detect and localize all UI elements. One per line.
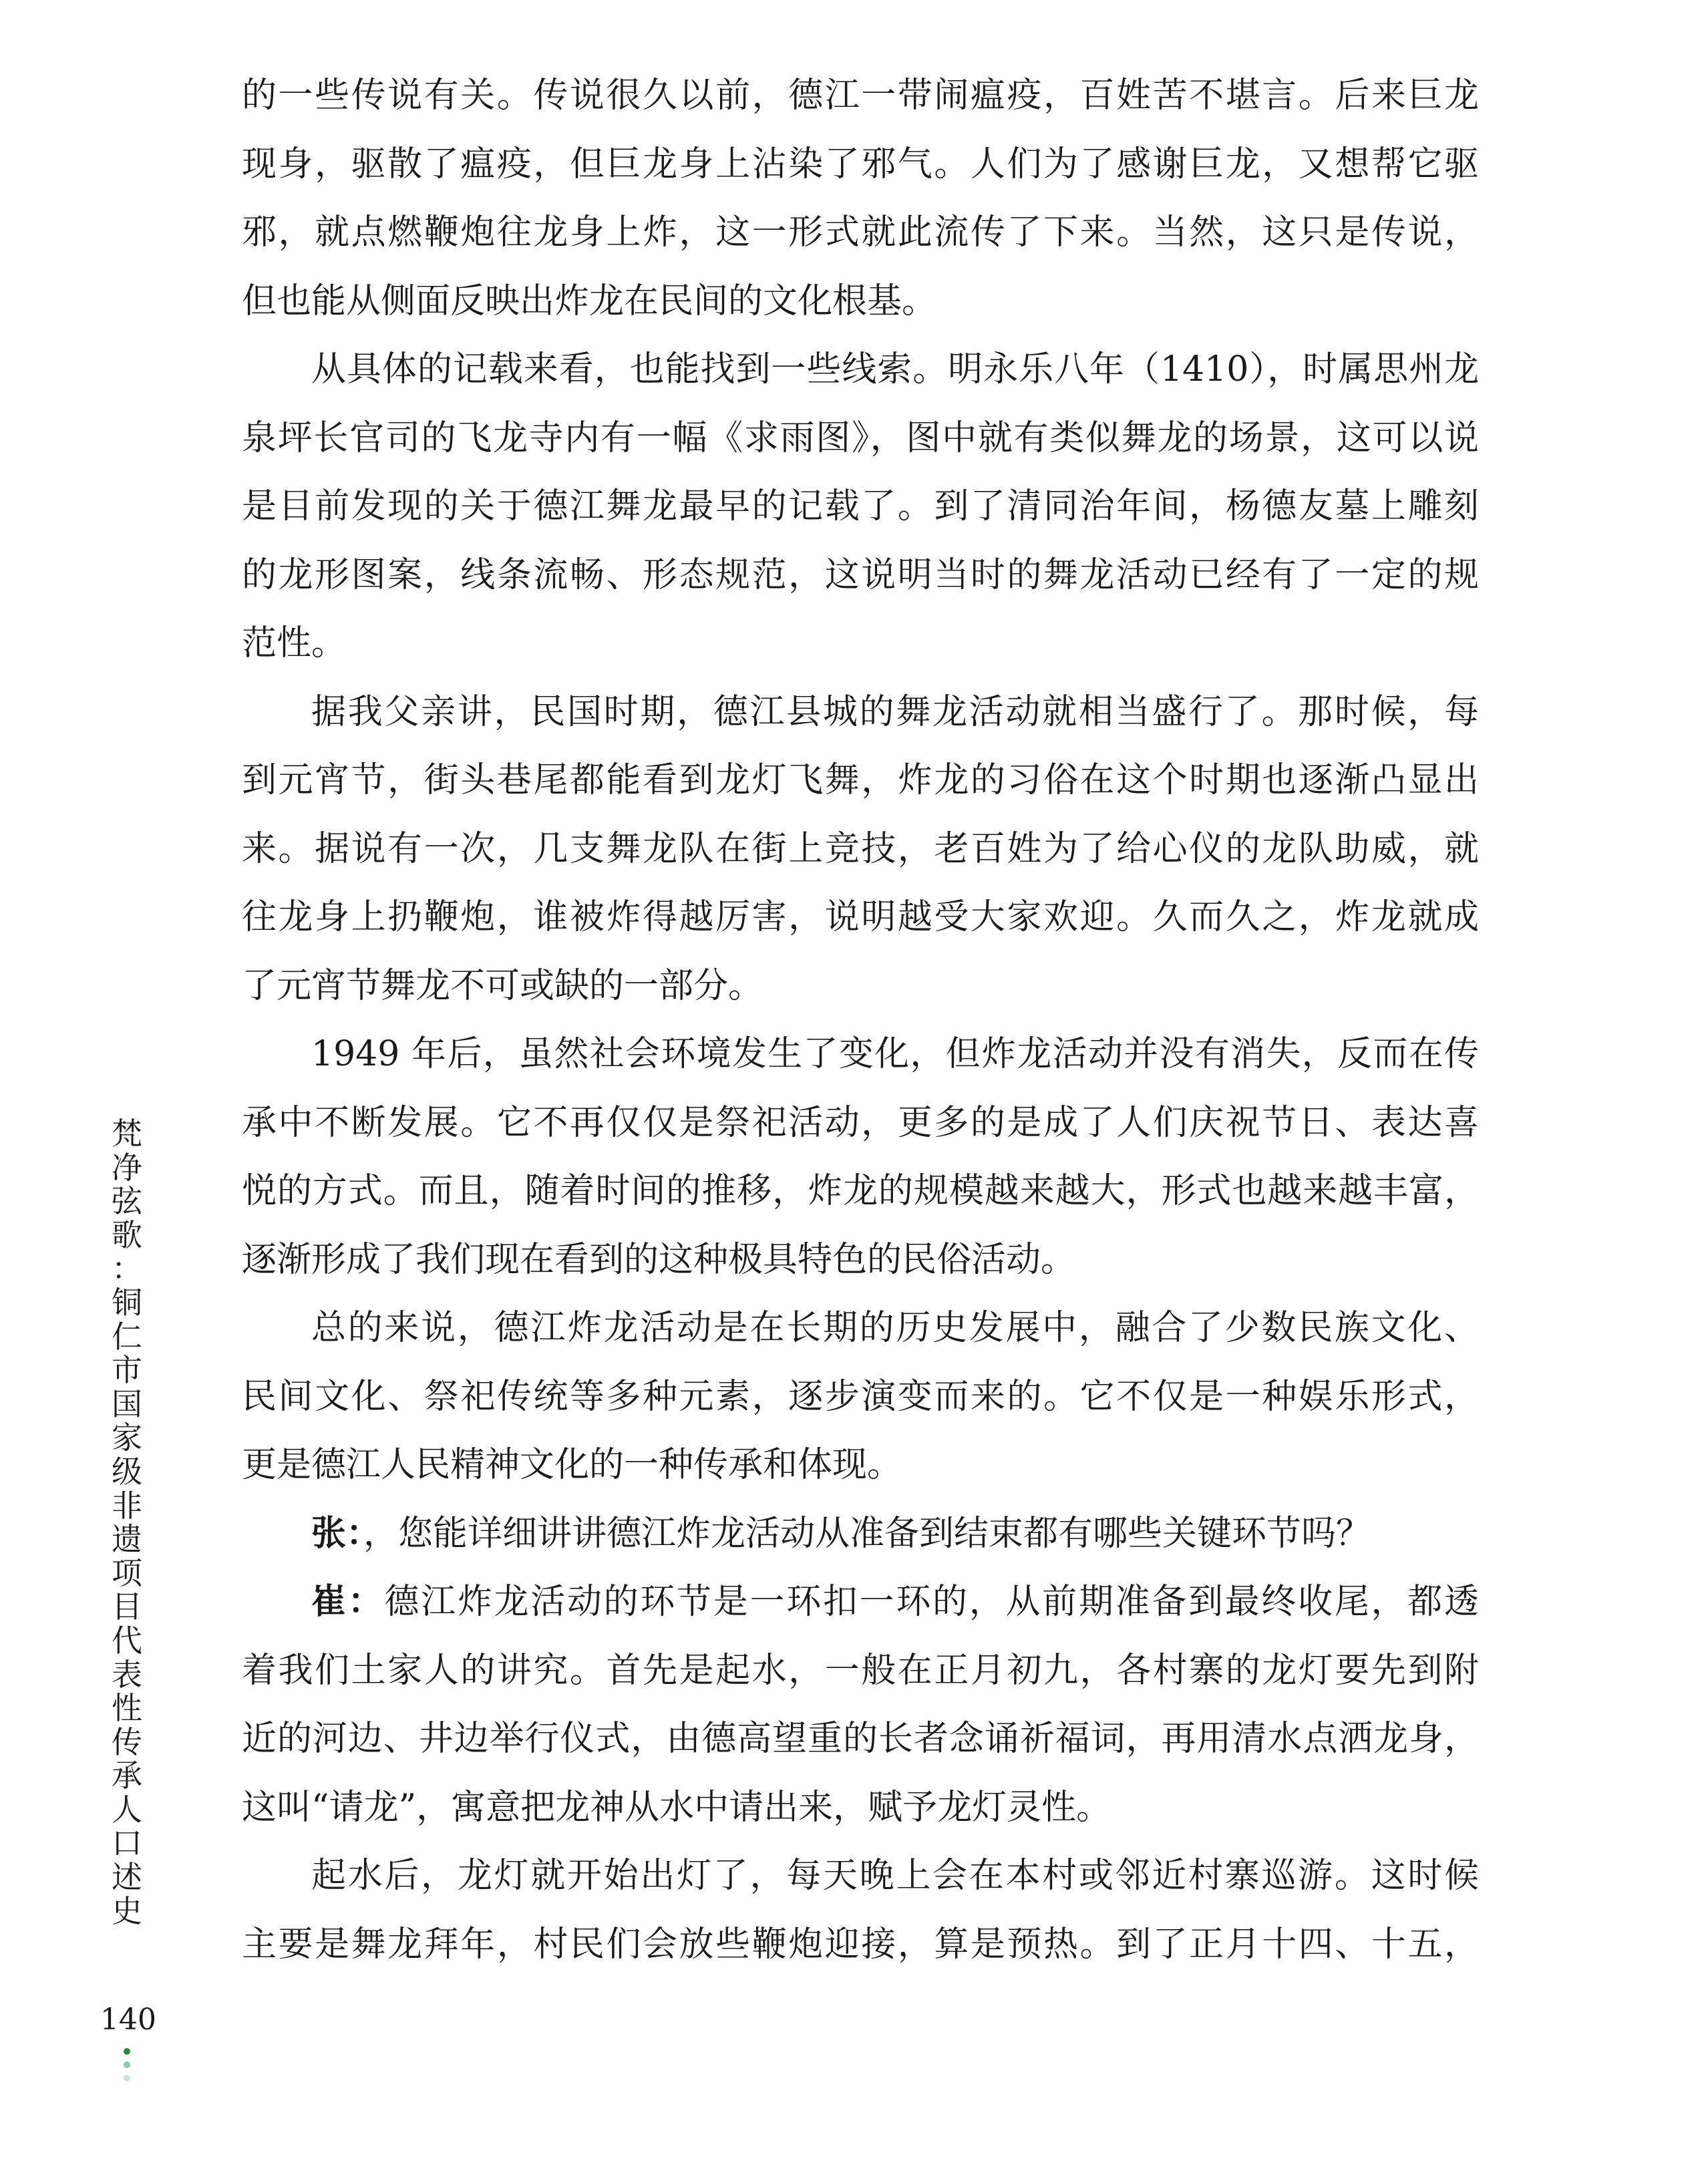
side-title-char: 史 [112, 1892, 142, 1929]
side-title-char: 国 [112, 1385, 142, 1422]
text-line: 1949 年后，虽然社会环境发生了变化，但炸龙活动并没有消失，反而在传 [311, 1034, 1479, 1074]
text-line: 了元宵节舞龙不可或缺的一部分。 [242, 965, 763, 1006]
side-title-char: 梵 [112, 1116, 142, 1152]
decor-dot [124, 2048, 130, 2055]
side-title-char: 家 [112, 1419, 142, 1456]
side-title-char: 仁 [112, 1318, 142, 1355]
text-line: 主要是舞龙拜年，村民们会放些鞭炮迎接，算是预热。到了正月十四、十五， [242, 1924, 1479, 1965]
speaker-label-zhang: 张： [311, 1512, 364, 1554]
side-title-char: 表 [112, 1656, 142, 1693]
side-title-char: 口 [112, 1825, 142, 1862]
text-line: 范性。 [242, 623, 347, 663]
question-line [242, 1500, 1479, 1568]
body-text [242, 61, 1479, 1979]
side-title-char: 级 [112, 1453, 142, 1490]
side-title-char: 性 [112, 1690, 142, 1727]
text-line: 但也能从侧面反映出炸龙在民间的文化根基。 [242, 281, 937, 321]
side-title-char: 铜 [112, 1284, 142, 1321]
side-title-char: 遗 [112, 1521, 142, 1558]
text-line: 悦的方式。而且，随着时间的推移，炸龙的规模越来越大，形式也越来越丰富， [242, 1171, 1479, 1211]
side-title-char: 非 [112, 1487, 142, 1524]
text-line: 到元宵节，街头巷尾都能看到龙灯飞舞，炸龙的习俗在这个时期也逐渐凸显出 [242, 760, 1479, 800]
text-line: 泉坪长官司的飞龙寺内有一幅《求雨图》，图中就有类似舞龙的场景，这可以说 [242, 417, 1479, 458]
text-line: 总的来说，德江炸龙活动是在长期的历史发展中，融合了少数民族文化、 [311, 1308, 1479, 1348]
side-title-char: 歌 [112, 1216, 142, 1253]
speaker-label-cui: 崔： [311, 1581, 385, 1622]
side-title-char: 净 [112, 1149, 142, 1186]
answer-line [242, 1568, 1479, 1637]
text-line: 是目前发现的关于德江舞龙最早的记载了。到了清同治年间，杨德友墓上雕刻 [242, 486, 1479, 526]
side-title-char: 目 [112, 1588, 142, 1625]
text-line: 起水后，龙灯就开始出灯了，每天晚上会在本村或邻近村寨巡游。这时候 [311, 1856, 1479, 1896]
side-title-char: 市 [112, 1352, 142, 1389]
text-line: 逐渐形成了我们现在看到的这种极具特色的民俗活动。 [242, 1239, 1076, 1280]
side-title-char: 述 [112, 1859, 142, 1896]
side-title-char: 承 [112, 1757, 142, 1794]
text-line: 着我们土家人的讲究。首先是起水，一般在正月初九，各村寨的龙灯要先到附 [242, 1650, 1479, 1691]
text-line: 邪，就点燃鞭炮往龙身上炸，这一形式就此流传了下来。当然，这只是传说， [242, 212, 1479, 253]
side-title-char: ： [112, 1250, 142, 1287]
text-line: 更是德江人民精神文化的一种传承和体现。 [242, 1445, 902, 1485]
side-title-char: 传 [112, 1723, 142, 1760]
answer-text: 德江炸龙活动的环节是一环扣一环的，从前期准备到最终收尾，都透 [384, 1582, 1479, 1622]
text-line: 民间文化、祭祀传统等多种元素，逐步演变而来的。它不仅是一种娱乐形式， [242, 1376, 1479, 1417]
decor-dot [124, 2075, 130, 2081]
side-title-char: 人 [112, 1791, 142, 1828]
page-number: 140 [100, 2003, 156, 2037]
text-line: 现身，驱散了瘟疫，但巨龙身上沾染了邪气。人们为了感谢巨龙，又想帮它驱 [242, 144, 1479, 184]
side-title-char: 代 [112, 1622, 142, 1659]
text-line: 这叫“请龙”，寓意把龙神从水中请出来，赋予龙灯灵性。 [242, 1787, 1112, 1828]
running-book-title [108, 1117, 146, 1928]
text-line: 近的河边、井边举行仪式，由德高望重的长者念诵祈福词，再用清水点洒龙身， [242, 1719, 1479, 1759]
question-text: ，您能详细讲讲德江炸龙活动从准备到结束都有哪些关键环节吗？ [363, 1513, 1371, 1554]
text-line: 从具体的记载来看，也能找到一些线索。明永乐八年（1410），时属思州龙 [311, 349, 1479, 389]
text-line: 的一些传说有关。传说很久以前，德江一带闹瘟疫，百姓苦不堪言。后来巨龙 [242, 75, 1479, 116]
text-line: 的龙形图案，线条流畅、形态规范，这说明当时的舞龙活动已经有了一定的规 [242, 554, 1479, 595]
decor-dot [124, 2061, 130, 2068]
side-title-char: 项 [112, 1554, 142, 1591]
text-line: 承中不断发展。它不再仅仅是祭祀活动，更多的是成了人们庆祝节日、表达喜 [242, 1102, 1479, 1143]
side-title-char: 弦 [112, 1183, 142, 1220]
text-line: 往龙身上扔鞭炮，谁被炸得越厉害，说明越受大家欢迎。久而久之，炸龙就成 [242, 897, 1479, 937]
text-line: 来。据说有一次，几支舞龙队在街上竞技，老百姓为了给心仪的龙队助威，就 [242, 828, 1479, 869]
text-line: 据我父亲讲，民国时期，德江县城的舞龙活动就相当盛行了。那时候，每 [311, 691, 1479, 732]
